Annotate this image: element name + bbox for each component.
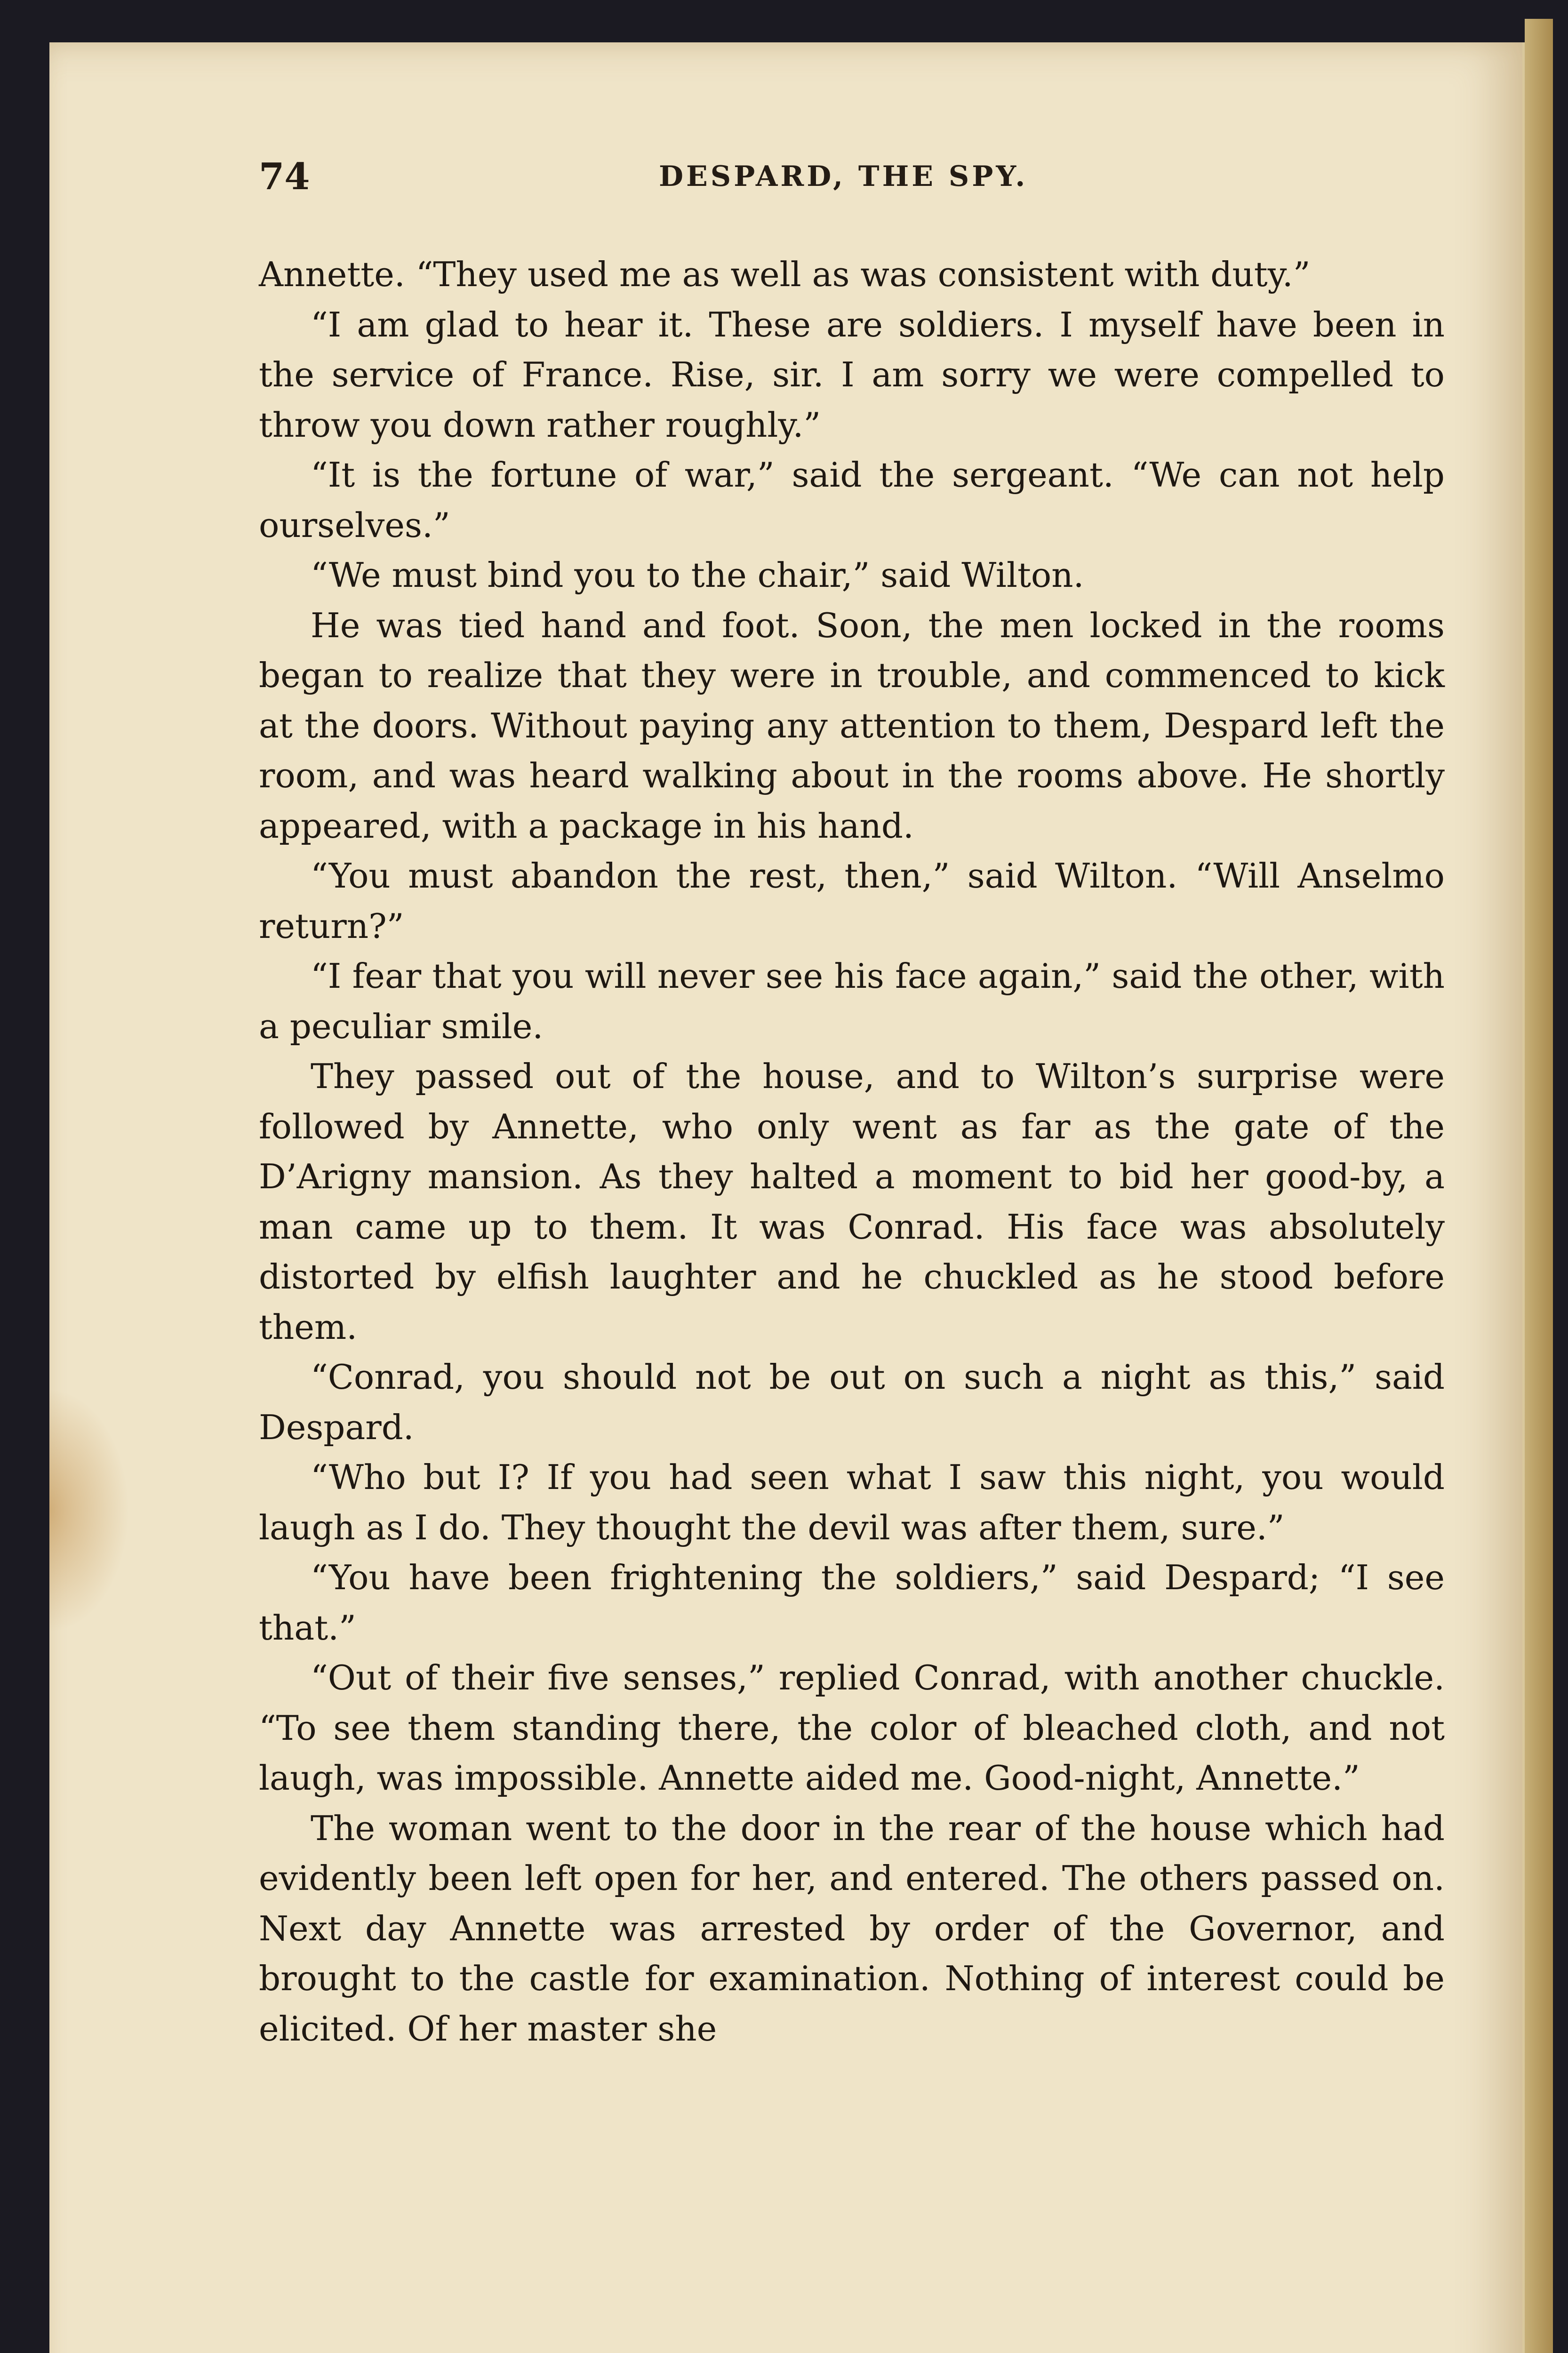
body-text [259, 249, 1445, 2054]
paragraph: He was tied hand and foot. Soon, the men locked in the rooms began to realize that they were in trouble, and commenced to kick at the doors. Without paying any attention to them, Despard left the room, and was heard walking about in the rooms above. He shortly appeared, with a package in his hand. [259, 605, 1445, 846]
paragraph: “Conrad, you should not be out on such a night as this,” said Despard. [259, 1357, 1445, 1447]
paragraph: “We must bind you to the chair,” said Wilton. [311, 555, 1084, 595]
paragraph: “I am glad to hear it. These are soldiers. I myself have been in the service of France. Rise, sir. I am sorry we were compelled to throw you down rather roughly.” [259, 304, 1445, 445]
paragraph: “I fear that you will never see his face again,” said the other, with a peculiar smile. [259, 956, 1445, 1046]
running-head: DESPARD, THE SPY. [659, 160, 1028, 193]
paragraph: Annette. “They used me as well as was consistent with duty.” [259, 255, 1311, 294]
paragraph: “Who but I? If you had seen what I saw this night, you would laugh as I do. They thought the devil was after them, sure.” [259, 1457, 1445, 1547]
page-number: 74 [259, 155, 310, 198]
paragraph: “You must abandon the rest, then,” said Wilton. “Will Anselmo return?” [259, 856, 1445, 946]
paragraph: They passed out of the house, and to Wilton’s surprise were followed by Annette, who only went as far as the gate of the D’Arigny mansion. As they halted a moment to bid her good-by, a man came up to them. It was Conrad. His face was absolutely distorted by elfish laughter and he chuckled as he stood before them. [259, 1056, 1445, 1347]
paragraph: The woman went to the door in the rear of the house which had evidently been left open for her, and entered. The others passed on. Next day Annette was arrested by order of the Governor, and brought to the castle for examination. Nothing of interest could be elicited. Of her master she [259, 1808, 1445, 2049]
paragraph: “It is the fortune of war,” said the sergeant. “We can not help ourselves.” [259, 455, 1445, 545]
paragraph: “Out of their five senses,” replied Conrad, with another chuckle. “To see them standing there, the color of bleached cloth, and not laugh, was impossible. Annette aided me. Good-night, Annette.” [259, 1658, 1445, 1798]
paragraph: “You have been frightening the soldiers,” said Despard; “I see that.” [259, 1558, 1445, 1648]
paper-stain [49, 1388, 129, 1633]
page-edge [1525, 19, 1553, 2353]
page-header [259, 151, 1445, 202]
